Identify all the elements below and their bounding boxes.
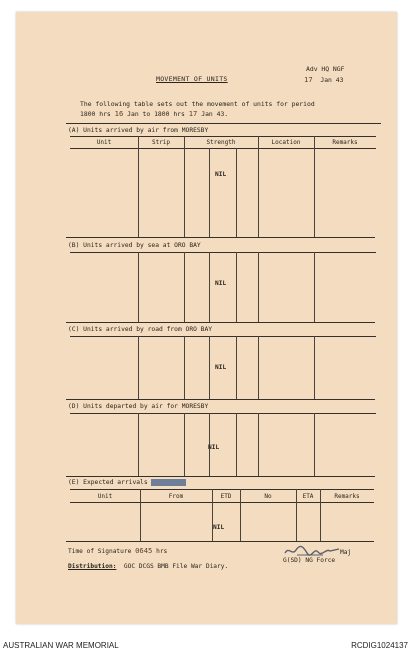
table-a-col-divider (236, 148, 237, 237)
distribution-line (68, 563, 228, 570)
table-e-top-rule (70, 489, 374, 490)
table-c-col-divider (184, 336, 185, 399)
table-c-bottom-rule (66, 399, 375, 400)
archive-name: AUSTRALIAN WAR MEMORIAL (3, 641, 119, 650)
table-b-bottom-rule (66, 322, 375, 323)
table-e-header-etd: ETD (220, 493, 232, 500)
time-of-signature: Time of Signature 0645 hrs (68, 546, 168, 555)
table-b-nil: NIL (215, 280, 227, 287)
table-d-col-divider (138, 413, 139, 476)
table-c-col-divider (314, 336, 315, 399)
table-a-header-rule (70, 148, 376, 149)
table-a-header-unit: Unit (96, 139, 112, 146)
document-title: MOVEMENT OF UNITS (156, 75, 228, 83)
table-a-header-remarks: Remarks (332, 139, 358, 146)
table-b-col-divider (236, 252, 237, 322)
table-e-nil: NIL (213, 524, 225, 531)
section-a-title: (A) Units arrived by air from MORESBY (68, 127, 209, 134)
table-d-nil: NIL (208, 444, 220, 451)
section-e-title: (E) Expected arrivals xxxxxxxxx (68, 479, 186, 486)
table-a-top-rule (70, 136, 376, 137)
signature-block: G(SD) NG Force (283, 557, 336, 564)
table-e-header-from: From (168, 493, 184, 500)
section-b-title: (B) Units arrived by sea at ORO BAY (68, 242, 201, 249)
intro-day-to: 17 (188, 109, 198, 118)
table-e-col-divider (240, 489, 241, 541)
table-e-col-divider (320, 489, 321, 541)
table-b-col-divider (209, 252, 210, 322)
section-d-title: (D) Units departed by air for MORESBY (68, 403, 209, 410)
table-a-nil: NIL (215, 171, 227, 178)
table-a-col-divider (258, 136, 259, 237)
table-d-col-divider (184, 413, 185, 476)
table-d-col-divider (236, 413, 237, 476)
table-e-header-remarks: Remarks (334, 493, 360, 500)
table-e-header-rule (70, 502, 374, 503)
archive-id: RCDIG1024137 (351, 641, 408, 650)
table-b-top-rule (70, 252, 376, 253)
table-d-col-divider (258, 413, 259, 476)
table-a-col-divider (138, 136, 139, 237)
table-a-col-divider (314, 136, 315, 237)
table-e-header-eta: ETA (302, 493, 314, 500)
signatory-rank: Maj (340, 549, 352, 556)
table-c-nil: NIL (215, 364, 227, 371)
section-c-title: (C) Units arrived by road from ORO BAY (68, 326, 213, 333)
table-c-col-divider (138, 336, 139, 399)
office-month: Jan 43 (320, 76, 344, 84)
table-c-col-divider (258, 336, 259, 399)
table-a-col-divider (184, 136, 185, 237)
table-b-col-divider (138, 252, 139, 322)
table-b-col-divider (314, 252, 315, 322)
distribution-label: Distribution: (68, 563, 117, 570)
table-c-col-divider (209, 336, 210, 399)
table-a-bottom-rule (66, 237, 375, 238)
table-a-header-location: Location (271, 139, 301, 146)
office-date (304, 76, 343, 84)
table-b-col-divider (184, 252, 185, 322)
table-e-col-divider (212, 489, 213, 541)
intro-day-from: 16 (114, 109, 124, 118)
table-a-header-strength: Strength (206, 139, 236, 146)
table-d-bottom-rule (66, 476, 375, 477)
table-c-top-rule (70, 336, 376, 337)
table-d-col-divider (314, 413, 315, 476)
time-value-handwritten: 0645 (135, 546, 153, 555)
intro-line-2: 1800 hrs 16 Jan to 1800 hrs 17 Jan 43. (80, 109, 229, 118)
table-d-top-rule (70, 413, 376, 414)
table-a-col-divider (209, 148, 210, 237)
table-c-col-divider (236, 336, 237, 399)
table-e-col-divider (140, 489, 141, 541)
intro-line-1: The following table sets out the movement of units for period (80, 100, 315, 108)
header-rule (66, 123, 381, 124)
office-day-handwritten: 17 (304, 75, 313, 84)
office-line: Adv HQ NGF (306, 65, 345, 73)
table-e-header-no: No (264, 493, 272, 500)
table-b-col-divider (258, 252, 259, 322)
table-e-header-unit: Unit (97, 493, 113, 500)
table-e-col-divider (296, 489, 297, 541)
struck-out-word: xxxxxxxxx (151, 479, 186, 486)
table-e-bottom-rule (66, 541, 374, 542)
distribution-value: GOC DCGS BMB File War Diary. (123, 563, 229, 570)
table-a-header-strip: Strip (151, 139, 171, 146)
